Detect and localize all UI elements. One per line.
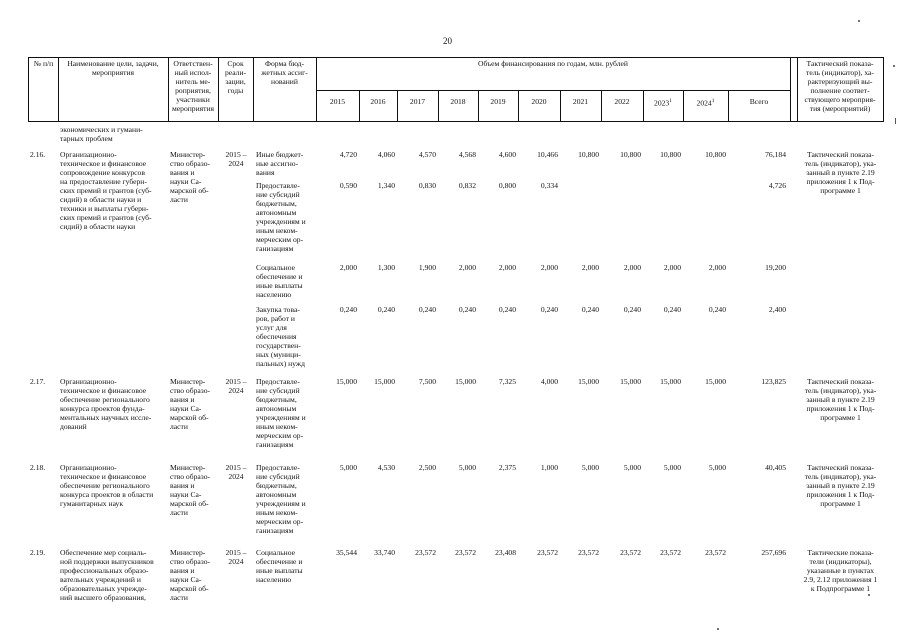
row-budget-form: Иные бюджет- ные ассигно- вания (256, 150, 304, 177)
row-number: 2.17. (30, 377, 46, 386)
value-2015: 0,240 (339, 305, 357, 314)
row-budget-form: Социальное обеспечение и иные выплаты населению (256, 548, 303, 584)
value-2017: 1,900 (418, 263, 436, 272)
value-2020: 2,000 (540, 263, 558, 272)
value-total: 2,400 (768, 305, 786, 314)
value-2018: 4,568 (458, 150, 476, 159)
row-indicator: Тактический показа- тель (индикатор), ука- занный в пункте 2.19 приложения 1 к Под- программе 1 (804, 377, 877, 422)
value-2015: 0,590 (339, 181, 357, 190)
value-2015: 35,544 (336, 548, 357, 557)
row-number: 2.19. (30, 548, 46, 557)
header-indicator: Тактический показа- тель (индикатор), ха- рактеризующий вы- полнение соответ- ствующего мероприя- тия (мероприятий) (804, 59, 876, 113)
value-2024: 23,572 (705, 548, 726, 557)
value-2018: 2,000 (458, 263, 476, 272)
scan-speck (858, 20, 860, 22)
value-2015: 2,000 (339, 263, 357, 272)
scan-speck (717, 628, 719, 630)
row-term: 2015 – 2024 (225, 548, 247, 566)
value-2022: 2,000 (623, 263, 641, 272)
value-2021: 5,000 (581, 463, 599, 472)
header-year-2016: 2016 (370, 97, 386, 106)
value-2019: 0,800 (498, 181, 516, 190)
continued-name: экономических и гумани- тарных проблем (60, 125, 143, 143)
header-total: Всего (749, 97, 769, 106)
value-2023: 0,240 (663, 305, 681, 314)
header-name: Наименование цели, задачи, мероприятия (67, 59, 159, 77)
value-2019: 2,375 (498, 463, 516, 472)
value-2019: 7,325 (498, 377, 516, 386)
value-2021: 23,572 (578, 548, 599, 557)
value-2020: 4,000 (540, 377, 558, 386)
row-budget-form: Социальное обеспечение и иные выплаты населению (256, 263, 303, 299)
value-2018: 23,572 (455, 548, 476, 557)
header-column-rule (883, 57, 884, 122)
header-responsible: Ответствен- ный испол- нитель ме- роприятия, участники мероприятия (171, 59, 215, 113)
value-2024: 15,000 (705, 377, 726, 386)
value-2022: 15,000 (620, 377, 641, 386)
value-2019: 23,408 (495, 548, 516, 557)
value-2017: 0,240 (418, 305, 436, 314)
value-2022: 0,240 (623, 305, 641, 314)
value-2017: 7,500 (418, 377, 436, 386)
value-total: 40,405 (765, 463, 786, 472)
value-2022: 10,800 (620, 150, 641, 159)
year-footnote-mark: 1 (711, 98, 715, 104)
row-indicator: Тактический показа- тель (индикатор), ука- занный в пункте 2.19 приложения 1 к Под- программе 1 (804, 150, 877, 195)
row-number: 2.16. (30, 150, 46, 159)
value-2022: 5,000 (623, 463, 641, 472)
header-year-2018: 2018 (450, 97, 466, 106)
value-2017: 4,570 (418, 150, 436, 159)
value-total: 19,200 (765, 263, 786, 272)
header-num: № п/п (33, 59, 54, 68)
row-name: Организационно- техническое и финансовое обеспечение регионального конкурса проектов фунда- ментальных научных иссле- дований (60, 377, 152, 431)
value-total: 76,184 (765, 150, 786, 159)
value-2019: 0,240 (498, 305, 516, 314)
value-2020: 23,572 (537, 548, 558, 557)
value-2016: 1,300 (377, 263, 395, 272)
value-2018: 0,832 (458, 181, 476, 190)
year-footnote-mark: 1 (669, 98, 672, 104)
value-2016: 1,340 (377, 181, 395, 190)
value-2019: 4,600 (498, 150, 516, 159)
row-responsible: Министер- ство образо- вания и науки Са- марской об- ласти (170, 463, 211, 517)
row-name: Организационно- техническое и финансовое обеспечение регионального конкурса проектов в области гуманитарных наук (60, 463, 154, 508)
header-bottom-rule (28, 121, 883, 122)
row-budget-form: Предоставле- ние субсидий бюджетным, автономным учреждениям и иным неком- мерческим ор- ганизациям (256, 463, 306, 535)
value-2017: 23,572 (415, 548, 436, 557)
value-total: 4,726 (768, 181, 786, 190)
row-responsible: Министер- ство образо- вания и науки Са- марской об- ласти (170, 150, 211, 204)
row-budget-form: Предоставле- ние субсидий бюджетным, автономным учреждениям и иным неком- мерческим ор- ганизациям (256, 377, 306, 449)
header-funding: Объем финансирования по годам, млн. рублей (478, 59, 628, 68)
header-term: Срок реали- зации, годы (224, 59, 247, 95)
value-2017: 2,500 (418, 463, 436, 472)
value-2016: 15,000 (374, 377, 395, 386)
value-2023: 23,572 (660, 548, 681, 557)
value-2023: 15,000 (660, 377, 681, 386)
value-2018: 0,240 (458, 305, 476, 314)
row-term: 2015 – 2024 (225, 150, 247, 168)
value-2021: 0,240 (581, 305, 599, 314)
value-2018: 5,000 (458, 463, 476, 472)
row-term: 2015 – 2024 (225, 377, 247, 395)
value-2023: 2,000 (663, 263, 681, 272)
row-responsible: Министер- ство образо- вания и науки Са- марской об- ласти (170, 548, 211, 602)
row-indicator: Тактические показа- тели (индикаторы), указанные в пунктах 2.9, 2.12 приложения 1 к Подпрограмме 1 (803, 548, 878, 593)
value-2018: 15,000 (455, 377, 476, 386)
row-budget-form: Предоставле- ние субсидий бюджетным, автономным учреждениям и иным неком- мерческим ор- ганизациям (256, 181, 306, 253)
value-total: 257,696 (761, 548, 786, 557)
value-2016: 33,740 (374, 548, 395, 557)
header-year-2024: 2024$^1$ (696, 98, 715, 108)
value-2021: 10,800 (578, 150, 599, 159)
header-year-2015: 2015 (329, 97, 346, 106)
header-year-2017: 2017 (409, 97, 426, 106)
value-2024: 5,000 (708, 463, 726, 472)
value-2016: 4,530 (377, 463, 395, 472)
value-2022: 23,572 (620, 548, 641, 557)
value-2015: 4,720 (339, 150, 357, 159)
header-form: Форма бюд- жетных ассиг- нований (261, 59, 308, 86)
row-number: 2.18. (30, 463, 46, 472)
value-2024: 10,800 (705, 150, 726, 159)
value-2024: 2,000 (708, 263, 726, 272)
value-2021: 2,000 (581, 263, 599, 272)
header-year-2019: 2019 (490, 97, 506, 106)
header-top-rule (28, 57, 883, 58)
value-2019: 2,000 (498, 263, 516, 272)
value-2017: 0,830 (418, 181, 436, 190)
value-2024: 0,240 (708, 305, 726, 314)
value-2021: 15,000 (578, 377, 599, 386)
scan-speck (868, 594, 870, 596)
row-term: 2015 – 2024 (225, 463, 247, 481)
scan-speck (893, 65, 895, 67)
page-number: 20 (443, 36, 452, 46)
value-2020: 10,466 (537, 150, 558, 159)
row-name: Организационно- техническое и финансовое сопровождение конкурсов на предоставление губерн- ских премий и грантов (суб- сидий) в области науки и техники и выплаты губерн- ских премий и грантов (суб- сидий) в области науки (60, 150, 152, 231)
value-2016: 0,240 (377, 305, 395, 314)
row-budget-form: Закупка това- ров, работ и услуг для обеспечения государствен- ных (муници- пальных) нужд (256, 305, 306, 368)
header-years-rule (316, 90, 790, 91)
row-responsible: Министер- ство образо- вания и науки Са- марской об- ласти (170, 377, 211, 431)
header-year-2021: 2021 (572, 97, 589, 106)
row-name: Обеспечение мер социаль- ной поддержки выпускников профессиональных образо- вательных учреждений и образовательных учрежде- ний высшего образования, (60, 548, 154, 602)
header-year-2023: 2023$^1$ (654, 98, 672, 108)
value-2020: 0,334 (540, 181, 558, 190)
value-2023: 10,800 (660, 150, 681, 159)
header-year-2020: 2020 (531, 97, 547, 106)
value-2020: 1,000 (540, 463, 558, 472)
value-2015: 5,000 (339, 463, 357, 472)
header-column-rule (790, 57, 791, 122)
row-indicator: Тактический показа- тель (индикатор), ука- занный в пункте 2.19 приложения 1 к Под- программе 1 (804, 463, 877, 508)
value-total: 123,825 (761, 377, 786, 386)
value-2020: 0,240 (540, 305, 558, 314)
header-year-2022: 2022 (614, 97, 630, 106)
value-2015: 15,000 (336, 377, 357, 386)
value-2016: 4,060 (377, 150, 395, 159)
value-2023: 5,000 (663, 463, 681, 472)
scan-mark (895, 118, 896, 124)
